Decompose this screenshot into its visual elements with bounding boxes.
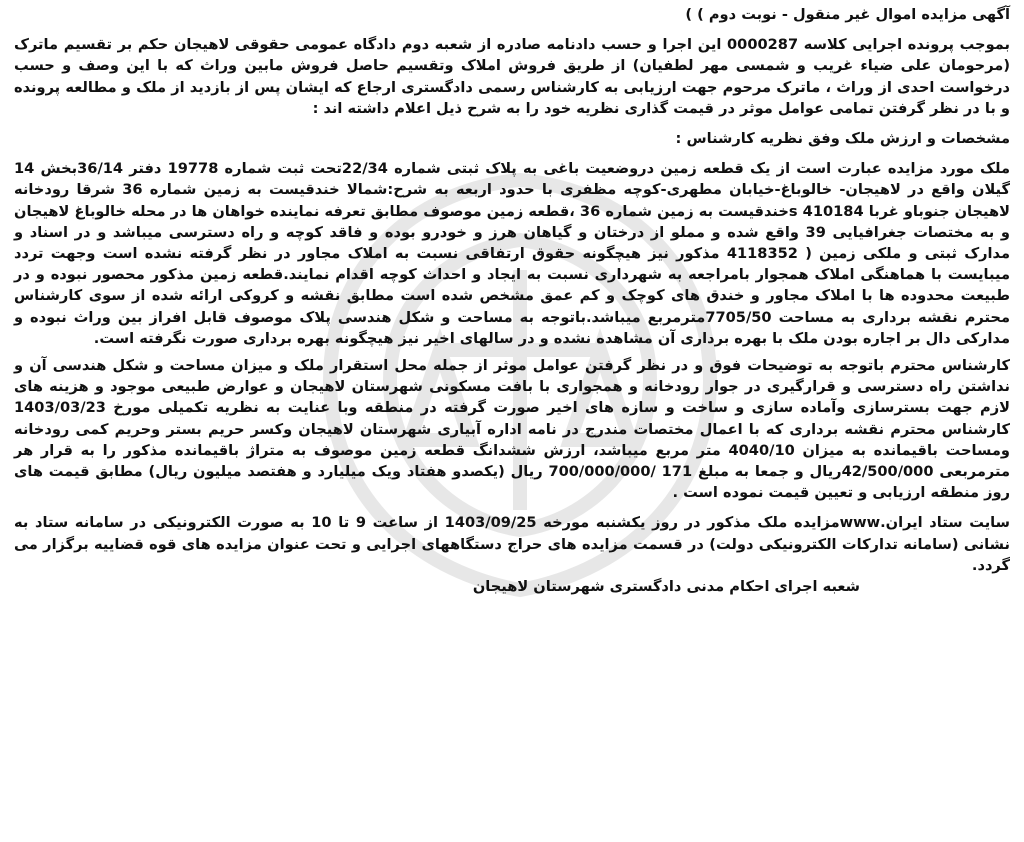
valuation-paragraph: کارشناس محترم باتوجه به توضیحات فوق و در نظر گرفتن عوامل موثر از جمله محل استقرار ملک و میزان مساحت و شکل هندسی آن و نداشتن راه دسترسی و قرارگیری در جوار رودخانه و همجواری با بافت مسکونی شهرستان لاهیجان و عوارض طبیعی موجود و هزینه های لازم جهت بسترسازی وآماده سازی و ساخت و سازه های اخیر صورت گرفته در منطقه وبا عنایت به نظریه تکمیلی مورخ 1403/03/23 کارشناس محترم نقشه برداری که با اعمال مختصات مندرج در نامه اداره آبیاری شهرستان لاهیجان وکسر حریم بستر وحریم کمی رودخانه ومساحت باقیمانده به میزان 4040/10 متر مربع میباشد، ارزش ششدانگ قطعه زمین موصوف به متراژ باقیمانده مذکور را به قرار هر مترمربعی 42/500/000ریال و جمعا به مبلغ 171 /700/000/000 ریال (یکصدو هفتاد ویک میلیارد و هفتصد میلیون ریال) مطابق قیمت های روز منطقه ارزیابی و تعیین قیمت نموده است . xyxy=(14,357,1010,502)
section-heading: مشخصات و ارزش ملک وفق نظریه کارشناس : xyxy=(675,130,1010,148)
auction-details-paragraph: سایت ستاد ایران.wwwمزایده ملک مذکور در روز یکشنبه مورخه 1403/09/25 از ساعت 9 تا 10 به صورت الکترونیکی در سامانه ستاد به نشانی (سامانه تدارکات الکترونیکی دولت) در قسمت مزایده های حراج دستگاههای اجرایی و تحت عنوان مزایده های قوه قضاییه برگزار می گردد. xyxy=(14,514,1011,574)
notice-document xyxy=(14,4,1010,597)
notice-title: آگهی مزایده اموال غیر منقول - نوبت دوم ) ) xyxy=(685,6,1010,23)
property-description-paragraph: ملک مورد مزایده عبارت است از یک قطعه زمین دروضعیت باغی به پلاک ثبتی شماره 22/34تحت ثبت شماره 19778 دفتر 36/14بخش 14 گیلان واقع در لاهیجان- خالوباغ-خیابان مطهری-کوچه مظفری با حدود اربعه به شرح:شمالا خندقیست به زمین شماره 36 شرقا رودخانه لاهیجان جنوباو غربا 410184 sخندقیست به زمین شماره 36 ،قطعه زمین موصوف مطابق تعرفه نماینده خواهان ها در محله خالوباغ لاهیجان و به مختصات جغرافیایی 39 واقع شده و مملو از درختان و گیاهان هرز و خودرو بوده و فاقد کوچه و راه دسترسی میباشد و در اسناد و مدارک ثبتی و ملکی زمین ( 4118352 مذکور نیز هیچگونه حقوق ارتفاقی نسبت به املاک مجاور در نظر گرفته نشده است وجهت تردد میبایست با هماهنگی املاک همجوار بامراجعه به شهرداری نسبت به ایجاد و احداث کوچه اقدام نمایند.قطعه زمین مذکور محصور نبوده و در طبیعت محدوده ها با املاک مجاور و خندق های کوچک و کم عمق مشخص شده است مطابق نقشه و کروکی ارائه شده از سوی کارشناس محترم نقشه برداری به مساحت 7705/50مترمربع میباشد.باتوجه به مساحت و شکل هندسی پلاک موصوف قابل افراز بین وراث نبوده و مدارکی دال بر اجاره بودن ملک با بهره برداری آن مشاهده نشده و در سالهای اخیر نیز هیچگونه بهره برداری صورت نگرفته است. xyxy=(14,160,1011,347)
notice-intro-paragraph: بموجب پرونده اجرایی کلاسه 0000287 این اجرا و حسب دادنامه صادره از شعبه دوم دادگاه عمومی حقوقی لاهیجان حکم بر تقسیم ماترک (مرحومان علی ضیاء غریب و شمسی مهر لطفیان) از طریق فروش املاک وتقسیم حاصل فروش مابین وراث که با این وصف و حسب درخواست احدی از وراث ، ماترک مرحوم جهت ارزیابی به کارشناس رسمی دادگستری ارجاع که ایشان پس از بازدید از ملک و مطالعه پرونده و با در نظر گرفتن تمامی عوامل موثر در قیمت گذاری نظریه خود را به شرح ذیل اعلام داشته اند : xyxy=(14,36,1010,117)
issuing-authority-signature: شعبه اجرای احکام مدنی دادگستری شهرستان لاهیجان xyxy=(472,578,860,596)
